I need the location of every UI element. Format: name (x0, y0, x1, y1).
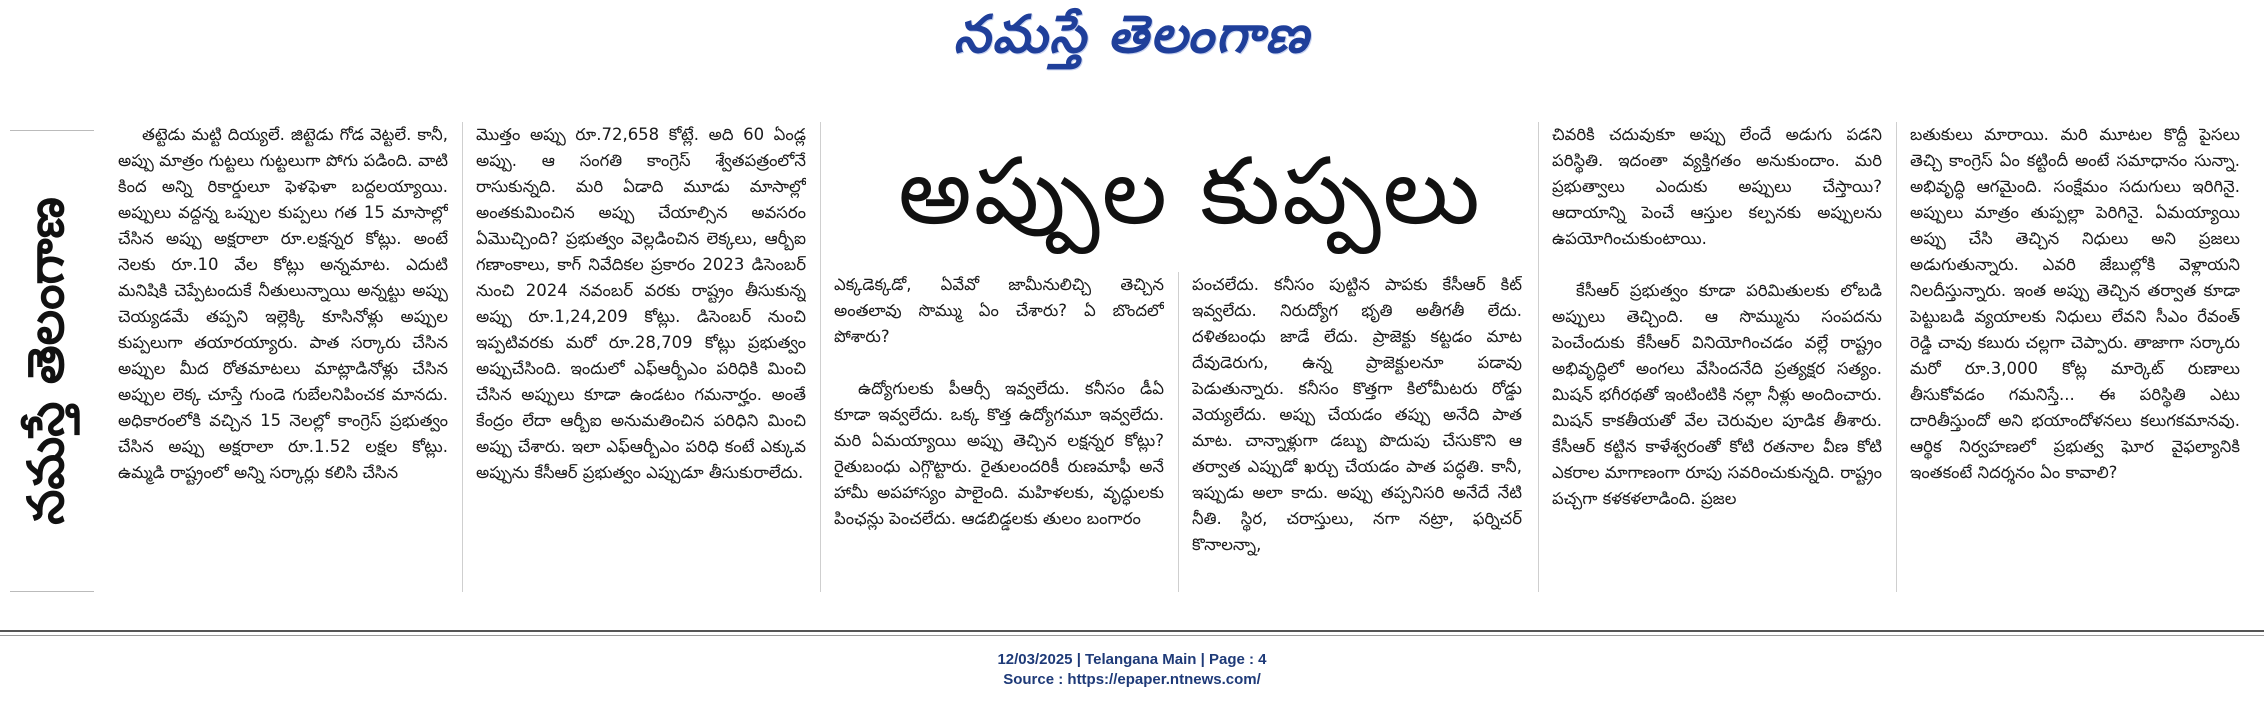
masthead (0, 0, 2264, 88)
column-divider (820, 122, 821, 592)
source-footer (0, 650, 2264, 690)
article-paragraph: బతుకులు మారాయి. మరి మూటల కొద్దీ పైసలు తెచ్చి కాంగ్రెస్ ఏం కట్టిందీ అంటే సమాధానం సున్నా. అభివృద్ధి ఆగమైంది. సంక్షేమం సదుగులు ఇరిగినై. అప్పులు మాత్రం తుప్పల్లా పెరిగినై. ఏమయ్యాయి అప్పు చేసి తెచ్చిన నిధులు అని ప్రజలు అడుగుతున్నారు. ఎవరి జేబుల్లోకి వెళ్లాయని నిలదీస్తున్నారు. ఇంత అప్పు తెచ్చిన తర్వాత కూడా పెట్టుబడి వ్యయాలకు నిధులు లేవని సీఎం రేవంత్ రెడ్డి చావు కబురు చల్లగా చెప్పారు. తాజాగా సర్కారు మరో రూ.3,000 కోట్ల మార్కెట్ రుణాలు తీసుకోవడం గమనిస్తే... ఈ పరిస్థితి ఎటు దారితీస్తుందో అని భయాందోళనలు కలుగకమానవు. ఆర్థిక నిర్వహణలో ప్రభుత్వ ఘోర వైఫల్యానికి ఇంతకంటే నిదర్శనం ఏం కావాలి? (1910, 125, 2240, 482)
article-column-1 (118, 122, 448, 592)
column-divider (1896, 122, 1897, 592)
article-column-2 (476, 122, 806, 592)
side-logo-text: నమస్తే తెలంగాణ (16, 197, 75, 525)
article-paragraph: మొత్తం అప్పు రూ.72,658 కోట్లే. అది 60 ఏండ్ల అప్పు. ఆ సంగతి కాంగ్రెస్ శ్వేతపత్రంలోనే రాసుకున్నది. మరి ఏడాది మూడు మాసాల్లో అంతకుమించిన అప్పు చేయాల్సిన అవసరం ఏమొచ్చింది? ప్రభుత్వం వెల్లడించిన లెక్కలు, ఆర్బీఐ గణాంకాలు, కాగ్ నివేదికల ప్రకారం 2023 డిసెంబర్ నుంచి 2024 నవంబర్ వరకు రాష్ట్రం తీసుకున్న అప్పు రూ.1,24,209 కోట్లు. డిసెంబర్ నుంచి ఇప్పటివరకు మరో రూ.28,709 కోట్లు ప్రభుత్వం అప్పుచేసింది. ఇందులో ఎఫ్ఆర్బీఎం పరిధికి మించి చేసిన అప్పులు కూడా ఉండటం గమనార్హం. అంతే కేంద్రం లేదా ఆర్బీఐ అనుమతించిన పరిధిని మించి అప్పు చేశారు. ఇలా ఎఫ్ఆర్బీఎం పరిధి కంటే ఎక్కువ అప్పును కేసీఆర్ ప్రభుత్వం ఎప్పుడూ తీసుకురాలేదు. (476, 125, 806, 482)
article-paragraph: పంచలేదు. కనీసం పుట్టిన పాపకు కేసీఆర్ కిట్ ఇవ్వలేదు. నిరుద్యోగ భృతి అతీగతీ లేదు. దళితబంధు జాడే లేదు. ప్రాజెక్టు కట్టడం మాట దేవుడెరుగు, ఉన్న ప్రాజెక్టులనూ పడావు పెడుతున్నారు. కనీసం కొత్తగా కిలోమీటరు రోడ్డు వెయ్యలేదు. అప్పు చేయడం తప్పు అనేది పాత మాట. చాన్నాళ్లుగా డబ్బు పొదుపు చేసుకొని ఆ తర్వాత ఎప్పుడో ఖర్చు చేయడం పాత పద్ధతి. కానీ, ఇప్పుడు అలా కాదు. అప్పు తప్పనిసరి అనేదే నేటి నీతి. స్థిర, చరాస్తులు, నగా నట్రా, ఫర్నిచర్ కొనాలన్నా, (1192, 275, 1522, 554)
bottom-divider-thin (0, 635, 2264, 636)
article-paragraph: ఎక్కడెక్కడో, ఏవేవో జామీనులిచ్చి తెచ్చిన అంతలావు సొమ్ము ఏం చేశారు? ఏ బొందలో పోశారు? (834, 275, 1164, 346)
article-paragraph: ఉద్యోగులకు పీఆర్సీ ఇవ్వలేదు. కనీసం డీఏ కూడా ఇవ్వలేదు. ఒక్క కొత్త ఉద్యోగమూ ఇవ్వలేదు. మరి ఏమయ్యాయి అప్పు తెచ్చిన లక్షన్నర కోట్లు? రైతుబంధు ఎగ్గొట్టారు. రైతులందరికీ రుణమాఫీ అనే హామీ అపహాస్యం పాలైంది. మహిళలకు, వృద్ధులకు పింఛన్లు పెంచలేదు. ఆడబిడ్డలకు తులం బంగారం (834, 379, 1164, 528)
article-paragraph: కేసీఆర్ ప్రభుత్వం కూడా పరిమితులకు లోబడి అప్పులు తెచ్చింది. ఆ సొమ్మును సంపదను పెంచేందుకు కేసీఆర్ వినియోగించడం వల్లే రాష్ట్రం అభివృద్ధిలో అంగలు వేసిందనేది ప్రత్యక్షర సత్యం. మిషన్ భగీరథతో ఇంటింటికి నల్లా నీళ్లు అందించారు. మిషన్ కాకతీయతో వేల చెరువుల పూడిక తీశారు. కేసీఆర్ కట్టిన కాళేశ్వరంతో కోటి రతనాల వీణ కోటి ఎకరాల మాగాణంగా రూపు సవరించుకున్నది. రాష్ట్రం పచ్చగా కళకళలాడింది. ప్రజల (1552, 281, 1882, 508)
column-divider (1538, 122, 1539, 592)
headline: అప్పుల కుప్పలు (898, 138, 1482, 245)
article-column-4 (1192, 272, 1522, 592)
bottom-divider (0, 630, 2264, 632)
article-column-5 (1552, 122, 1882, 592)
masthead-title: నమస్తే తెలంగాణ (953, 4, 1311, 65)
article-column-3 (834, 272, 1164, 592)
article-paragraph: తట్టెడు మట్టి దియ్యలే. జిట్టెడు గోడ వెట్టలే. కానీ, అప్పు మాత్రం గుట్టలు గుట్టలుగా పోగు పడింది. వాటి కింద అన్ని రికార్డులూ ఫెళఫెళా బద్దలయ్యాయి. అప్పులు వద్దన్న ఒప్పుల కుప్పలు గత 15 మాసాల్లో చేసిన అప్పు అక్షరాలా రూ.లక్షన్నర కోట్లు. అంటే నెలకు రూ.10 వేల కోట్లు అన్నమాట. ఎదుటి మనిషికి చెప్పేటందుకే నీతులున్నాయి అన్నట్టు అప్పు చెయ్యడమే తప్పని ఇల్లెక్కి కూసినోళ్లు అప్పుల కుప్పలుగా తయారయ్యారు. పాత సర్కారు చేసిన అప్పుల మీద రోతమాటలు మాట్లాడినోళ్లు చేసిన అప్పుల లెక్క చూస్తే గుండె గుబేలనిపించక మానదు. అధికారంలోకి వచ్చిన 15 నెలల్లో కాంగ్రెస్ ప్రభుత్వం చేసిన అప్పు అక్షరాలా రూ.1.52 లక్షల కోట్లు. ఉమ్మడి రాష్ట్రంలో అన్ని సర్కార్లు కలిసి చేసిన (118, 125, 448, 482)
source-link[interactable]: Source : https://epaper.ntnews.com/ (1003, 671, 1261, 688)
article-column-6 (1910, 122, 2240, 592)
edition-info: 12/03/2025 | Telangana Main | Page : 4 (997, 651, 1267, 668)
column-divider (462, 122, 463, 592)
article-paragraph: చివరికి చదువుకూ అప్పు లేందే అడుగు పడని పరిస్థితి. ఇదంతా వ్యక్తిగతం అనుకుందాం. మరి ప్రభుత్వాలు ఎందుకు అప్పులు చేస్తాయి? ఆదాయాన్ని పెంచే ఆస్తుల కల్పనకు అప్పులను ఉపయోగించుకుంటాయి. (1552, 125, 1882, 248)
side-logo (10, 130, 94, 592)
column-divider (1178, 272, 1179, 592)
